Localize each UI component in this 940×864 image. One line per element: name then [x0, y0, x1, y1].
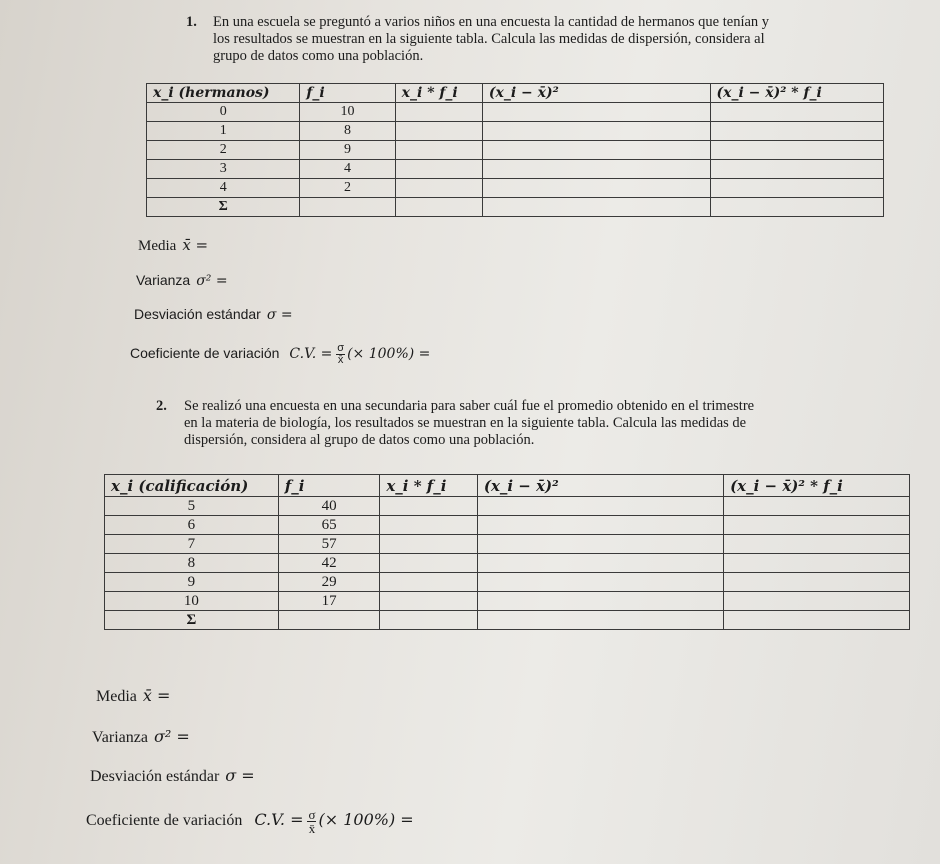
header-dev-sq: (x_i − x̄)² [482, 84, 710, 103]
cell-f: 2 [300, 179, 395, 198]
exercise-1-statement [186, 14, 866, 65]
table-row [147, 122, 884, 141]
table-row [147, 141, 884, 160]
table-sum-row [147, 198, 884, 217]
cell-sum-dev-sq-f[interactable] [724, 611, 910, 630]
cell-f: 8 [300, 122, 395, 141]
media-label: Media [138, 238, 177, 254]
cell-sum-dev-sq-f[interactable] [710, 198, 884, 217]
table-row [147, 179, 884, 198]
table-row [105, 592, 910, 611]
exercise-1-desviacion [134, 306, 293, 323]
cell-sum-xf[interactable] [380, 611, 477, 630]
exercise-2-line-2: en la materia de biología, los resultados se muestran en la siguiente tabla. Calcula las medidas de [184, 415, 747, 431]
cell-f: 42 [278, 554, 380, 573]
exercise-1-table [146, 83, 884, 217]
varianza-symbol: σ² = [196, 273, 228, 289]
cell-x: 1 [147, 122, 300, 141]
header-xi: x_i (calificación) [105, 475, 279, 497]
exercise-2-table [104, 474, 910, 630]
cell-x: 5 [105, 497, 279, 516]
media-symbol: x̄ = [182, 236, 209, 254]
cell-dev-sq[interactable] [482, 122, 710, 141]
exercise-1-varianza [136, 272, 228, 289]
cell-x: 2 [147, 141, 300, 160]
varianza-label: Varianza [92, 729, 148, 746]
cell-sum-f[interactable] [300, 198, 395, 217]
cell-xf[interactable] [380, 535, 477, 554]
table-row [105, 573, 910, 592]
header-xifi: x_i * f_i [380, 475, 477, 497]
cell-f: 29 [278, 573, 380, 592]
desviacion-symbol: σ = [266, 307, 293, 323]
cell-x: 7 [105, 535, 279, 554]
header-dev-sq-f: (x_i − x̄)² * f_i [724, 475, 910, 497]
varianza-symbol: σ² = [153, 727, 190, 746]
exercise-2-media [96, 686, 170, 706]
media-label: Media [96, 688, 137, 705]
cell-xf[interactable] [395, 160, 482, 179]
cell-f: 9 [300, 141, 395, 160]
cell-sum-dev-sq[interactable] [482, 198, 710, 217]
cell-xf[interactable] [395, 122, 482, 141]
cell-xf[interactable] [395, 103, 482, 122]
cell-f: 4 [300, 160, 395, 179]
header-fi: f_i [278, 475, 380, 497]
cell-xf[interactable] [380, 573, 477, 592]
coef-lhs: C.V. = [289, 346, 333, 363]
table-sum-row [105, 611, 910, 630]
exercise-1-line-1: En una escuela se preguntó a varios niños en una encuesta la cantidad de hermanos que tenían y [213, 14, 770, 30]
coef-rhs: (× 100%) = [318, 810, 414, 830]
cell-dev-sq-f[interactable] [710, 141, 884, 160]
cell-xf[interactable] [380, 497, 477, 516]
cell-f: 40 [278, 497, 380, 516]
exercise-1-number: 1. [186, 14, 197, 30]
cell-dev-sq-f[interactable] [724, 573, 910, 592]
cell-x: 9 [105, 573, 279, 592]
coef-den: x̄ [337, 354, 344, 366]
table-header-row [105, 475, 910, 497]
cell-sum-xf[interactable] [395, 198, 482, 217]
table-row [105, 535, 910, 554]
table-row [147, 103, 884, 122]
cell-dev-sq[interactable] [482, 141, 710, 160]
exercise-2-line-3: dispersión, considera al grupo de datos como una población. [184, 432, 535, 448]
coef-num: σ [337, 342, 345, 354]
cell-dev-sq-f[interactable] [724, 497, 910, 516]
exercise-2-coef [86, 808, 414, 835]
cell-dev-sq-f[interactable] [724, 516, 910, 535]
cell-dev-sq-f[interactable] [710, 122, 884, 141]
table-header-row [147, 84, 884, 103]
cell-xf[interactable] [380, 592, 477, 611]
cell-dev-sq-f[interactable] [724, 592, 910, 611]
cell-dev-sq-f[interactable] [724, 535, 910, 554]
coef-label: Coeficiente de variación [86, 812, 243, 830]
cell-dev-sq[interactable] [477, 554, 723, 573]
cell-xf[interactable] [380, 554, 477, 573]
coef-rhs: (× 100%) = [347, 346, 431, 363]
table-row [147, 160, 884, 179]
header-dev-sq-fi: (x_i − x̄)² * f_i [710, 84, 884, 103]
cell-x: 10 [105, 592, 279, 611]
coef-den: x̄ [308, 821, 316, 836]
exercise-2-varianza [92, 727, 190, 747]
coef-num: σ [308, 807, 316, 822]
media-symbol: x̄ = [142, 686, 171, 705]
desviacion-symbol: σ = [225, 766, 255, 785]
cell-dev-sq[interactable] [477, 516, 723, 535]
cell-x: 4 [147, 179, 300, 198]
coef-label: Coeficiente de variación [130, 345, 280, 362]
cell-sum-symbol: Σ [147, 198, 300, 217]
cell-dev-sq-f[interactable] [710, 179, 884, 198]
cell-f: 57 [278, 535, 380, 554]
exercise-1-coef [130, 343, 430, 366]
cell-sum-symbol: Σ [105, 611, 279, 630]
desviacion-label: Desviación estándar [134, 306, 261, 322]
exercise-2-statement [156, 398, 876, 449]
cell-x: 6 [105, 516, 279, 535]
cell-dev-sq[interactable] [482, 179, 710, 198]
cell-x: 0 [147, 103, 300, 122]
header-fi: f_i [300, 84, 395, 103]
exercise-1-line-3: grupo de datos como una población. [213, 48, 424, 64]
varianza-label: Varianza [136, 272, 191, 288]
coef-fraction [307, 808, 316, 835]
cell-xf[interactable] [395, 179, 482, 198]
table-row [105, 497, 910, 516]
table-row [105, 554, 910, 573]
cell-f: 17 [278, 592, 380, 611]
cell-sum-dev-sq[interactable] [477, 611, 723, 630]
cell-dev-sq[interactable] [477, 592, 723, 611]
exercise-1-media [138, 236, 208, 255]
cell-xf[interactable] [395, 141, 482, 160]
coef-fraction [336, 343, 345, 366]
header-dev-sq: (x_i − x̄)² [477, 475, 723, 497]
header-xi: x_i (hermanos) [147, 84, 300, 103]
cell-x: 8 [105, 554, 279, 573]
exercise-2-line-1: Se realizó una encuesta en una secundaria para saber cuál fue el promedio obtenido en el trimestre [184, 398, 755, 414]
cell-dev-sq-f[interactable] [710, 103, 884, 122]
coef-lhs: C.V. = [254, 810, 304, 830]
cell-dev-sq-f[interactable] [724, 554, 910, 573]
cell-dev-sq[interactable] [477, 497, 723, 516]
cell-sum-f[interactable] [278, 611, 380, 630]
desviacion-label: Desviación estándar [90, 768, 220, 785]
table-row [105, 516, 910, 535]
cell-dev-sq-f[interactable] [710, 160, 884, 179]
cell-dev-sq[interactable] [482, 103, 710, 122]
cell-dev-sq[interactable] [482, 160, 710, 179]
cell-f: 65 [278, 516, 380, 535]
exercise-2-number: 2. [156, 398, 167, 414]
exercise-2-desviacion [90, 766, 255, 786]
cell-xf[interactable] [380, 516, 477, 535]
cell-dev-sq[interactable] [477, 535, 723, 554]
exercise-1-line-2: los resultados se muestran en la siguiente tabla. Calcula las medidas de dispersión, considera al [213, 31, 765, 47]
header-xifi: x_i * f_i [395, 84, 482, 103]
cell-dev-sq[interactable] [477, 573, 723, 592]
cell-f: 10 [300, 103, 395, 122]
cell-x: 3 [147, 160, 300, 179]
